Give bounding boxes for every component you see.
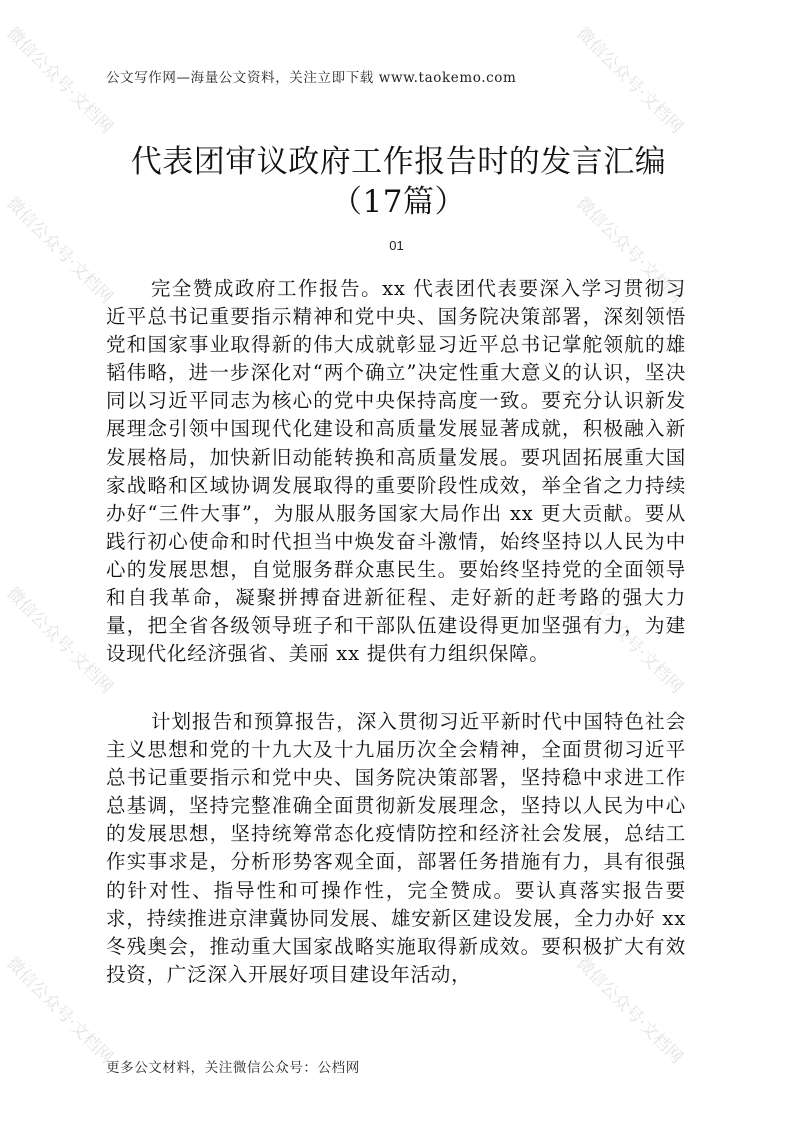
watermark: 微信公众号·文档网 bbox=[2, 583, 117, 698]
watermark: 微信公众号·文档网 bbox=[2, 953, 117, 1068]
watermark: 微信公众号·文档网 bbox=[2, 193, 117, 308]
watermark: 微信公众号·文档网 bbox=[572, 193, 687, 308]
body-paragraph: 计划报告和预算报告，深入贯彻习近平新时代中国特色社会主义思想和党的十九大及十九届历次全会精神，全面贯彻习近平总书记重要指示和党中央、国务院决策部署，坚持稳中求进工作总基调，坚持完整准确全面贯彻新发展理念，坚持以人民为中心的发展思想，坚持统筹常态化疫情防控和经济社会发展，总结工作实事求是，分析形势客观全面，部署任务措施有力，具有很强的针对性、指导性和可操作性，完全赞成。要认真落实报告要求，持续推进京津冀协同发展、雄安新区建设发展，全力办好 xx 冬残奥会，推动重大国家战略实施取得新成效。要积极扩大有效投资，广泛深入开展好项目建设年活动， bbox=[106, 710, 686, 986]
page-footer: 更多公文材料，关注微信公众号：公档网 bbox=[106, 1060, 360, 1076]
watermark: 微信公众号·文档网 bbox=[2, 23, 117, 138]
watermark: 微信公众号·文档网 bbox=[572, 953, 687, 1068]
section-number: 01 bbox=[389, 238, 404, 253]
watermark: 微信公众号·文档网 bbox=[572, 583, 687, 698]
document-title: 代表团审议政府工作报告时的发言汇编（17篇） bbox=[130, 144, 667, 220]
body-paragraph: 完全赞成政府工作报告。xx 代表团代表要深入学习贯彻习近平总书记重要指示精神和党中央、国务院决策部署，深刻领悟党和国家事业取得新的伟大成就彰显习近平总书记掌舵领航的雄韬伟略，进一步深化对“两个确立”决定性重大意义的认识，坚决同以习近平同志为核心的党中央保持高度一致。要充分认识新发展理念引领中国现代化建设和高质量发展显著成就，积极融入新发展格局，加快新旧动能转换和高质量发展。要巩固拓展重大国家战略和区域协调发展取得的重要阶段性成效，举全省之力持续办好“三件大事”，为服从服务国家大局作出 xx 更大贡献。要从践行初心使命和时代担当中焕发奋斗激情，始终坚持以人民为中心的发展思想，自觉服务群众惠民生。要始终坚持党的全面领导和自我革命，凝聚拼搏奋进新征程、走好新的赶考路的强大力量，把全省各级领导班子和干部队伍建设得更加坚强有力，为建设现代化经济强省、美丽 xx 提供有力组织保障。 bbox=[106, 277, 686, 666]
page-header: 公文写作网—海量公文资料，关注立即下载 www.taokemo.com bbox=[106, 70, 517, 86]
watermark: 微信公众号·文档网 bbox=[572, 23, 687, 138]
